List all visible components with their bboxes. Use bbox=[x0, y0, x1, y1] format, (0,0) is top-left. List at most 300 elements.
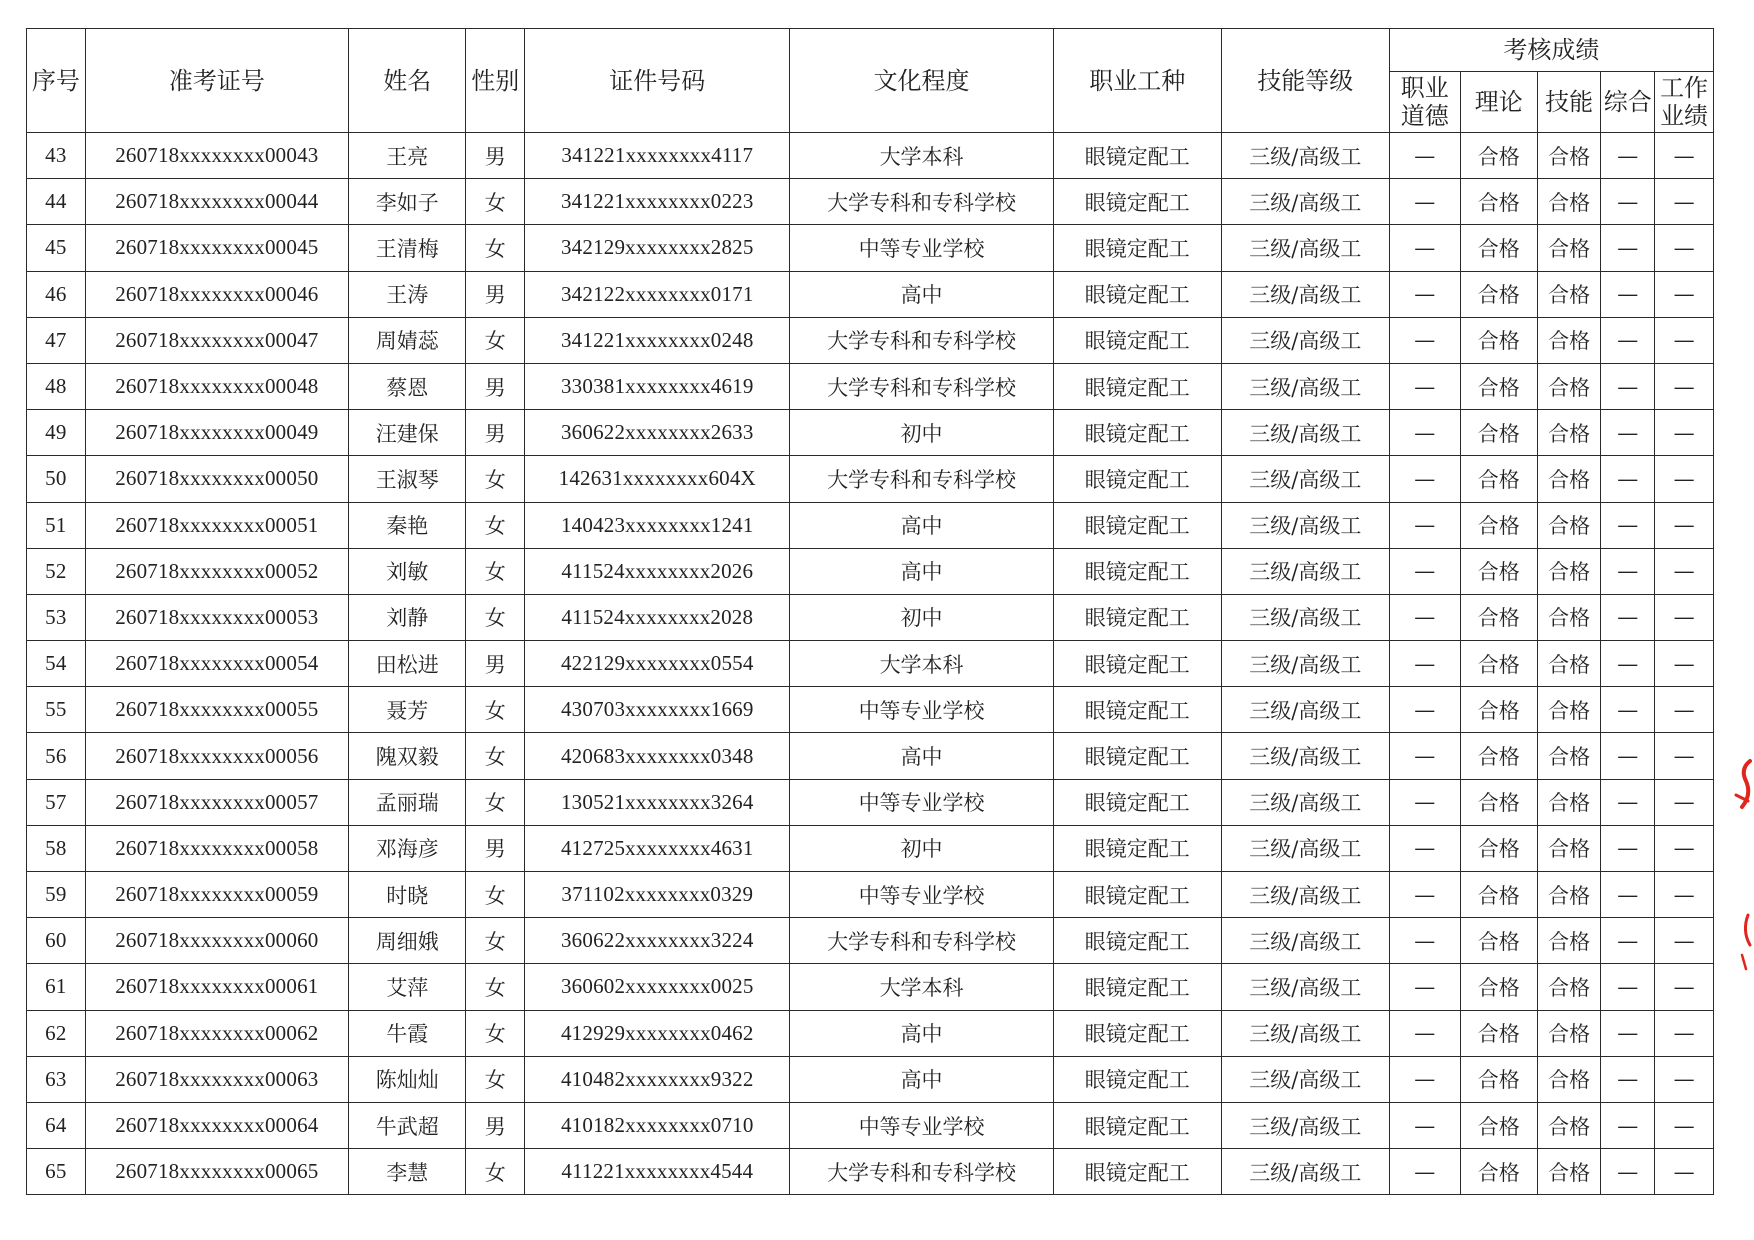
cell-ticket: 260718xxxxxxxx00053 bbox=[85, 594, 348, 640]
table-row bbox=[27, 1010, 1714, 1056]
cell-theory: 合格 bbox=[1460, 594, 1537, 640]
cell-occupation: 眼镜定配工 bbox=[1053, 687, 1221, 733]
cell-seq: 43 bbox=[27, 133, 86, 179]
cell-theory: 合格 bbox=[1460, 271, 1537, 317]
cell-occupation: 眼镜定配工 bbox=[1053, 872, 1221, 918]
cell-ethics: — bbox=[1389, 225, 1460, 271]
cell-ticket: 260718xxxxxxxx00044 bbox=[85, 179, 348, 225]
cell-gender: 男 bbox=[466, 641, 525, 687]
cell-ticket: 260718xxxxxxxx00058 bbox=[85, 825, 348, 871]
cell-seq: 55 bbox=[27, 687, 86, 733]
red-seal-fragment-icon bbox=[1728, 755, 1754, 985]
cell-seq: 54 bbox=[27, 641, 86, 687]
table-row bbox=[27, 872, 1714, 918]
cell-performance: — bbox=[1655, 1056, 1714, 1102]
cell-skill: 合格 bbox=[1537, 133, 1601, 179]
cell-theory: 合格 bbox=[1460, 179, 1537, 225]
table-row bbox=[27, 687, 1714, 733]
cell-gender: 女 bbox=[466, 225, 525, 271]
table-row bbox=[27, 825, 1714, 871]
cell-id-number: 341221xxxxxxxx0223 bbox=[525, 179, 790, 225]
cell-education: 初中 bbox=[790, 825, 1053, 871]
cell-skill-level: 三级/高级工 bbox=[1221, 825, 1389, 871]
cell-skill: 合格 bbox=[1537, 271, 1601, 317]
cell-ethics: — bbox=[1389, 317, 1460, 363]
cell-comprehensive: — bbox=[1601, 179, 1655, 225]
cell-gender: 女 bbox=[466, 733, 525, 779]
results-table bbox=[26, 28, 1714, 1195]
cell-ticket: 260718xxxxxxxx00056 bbox=[85, 733, 348, 779]
cell-comprehensive: — bbox=[1601, 1010, 1655, 1056]
cell-theory: 合格 bbox=[1460, 456, 1537, 502]
cell-skill-level: 三级/高级工 bbox=[1221, 225, 1389, 271]
cell-ethics: — bbox=[1389, 456, 1460, 502]
cell-occupation: 眼镜定配工 bbox=[1053, 1056, 1221, 1102]
cell-ethics: — bbox=[1389, 825, 1460, 871]
cell-id-number: 341221xxxxxxxx0248 bbox=[525, 317, 790, 363]
cell-ethics: — bbox=[1389, 363, 1460, 409]
cell-name: 王涛 bbox=[348, 271, 465, 317]
cell-skill: 合格 bbox=[1537, 964, 1601, 1010]
cell-skill-level: 三级/高级工 bbox=[1221, 410, 1389, 456]
cell-performance: — bbox=[1655, 179, 1714, 225]
cell-skill-level: 三级/高级工 bbox=[1221, 641, 1389, 687]
header-seq: 序号 bbox=[27, 29, 86, 133]
cell-occupation: 眼镜定配工 bbox=[1053, 179, 1221, 225]
cell-gender: 女 bbox=[466, 594, 525, 640]
cell-name: 刘静 bbox=[348, 594, 465, 640]
cell-performance: — bbox=[1655, 410, 1714, 456]
cell-skill: 合格 bbox=[1537, 456, 1601, 502]
cell-comprehensive: — bbox=[1601, 502, 1655, 548]
cell-education: 大学本科 bbox=[790, 133, 1053, 179]
header-name: 姓名 bbox=[348, 29, 465, 133]
cell-ethics: — bbox=[1389, 179, 1460, 225]
cell-name: 刘敏 bbox=[348, 548, 465, 594]
cell-skill: 合格 bbox=[1537, 872, 1601, 918]
cell-theory: 合格 bbox=[1460, 641, 1537, 687]
cell-performance: — bbox=[1655, 825, 1714, 871]
cell-skill: 合格 bbox=[1537, 1102, 1601, 1148]
cell-id-number: 360622xxxxxxxx2633 bbox=[525, 410, 790, 456]
cell-performance: — bbox=[1655, 548, 1714, 594]
cell-education: 大学本科 bbox=[790, 964, 1053, 1010]
cell-skill-level: 三级/高级工 bbox=[1221, 779, 1389, 825]
cell-gender: 男 bbox=[466, 271, 525, 317]
cell-ticket: 260718xxxxxxxx00051 bbox=[85, 502, 348, 548]
cell-ethics: — bbox=[1389, 779, 1460, 825]
cell-education: 初中 bbox=[790, 410, 1053, 456]
header-skill: 技能 bbox=[1537, 72, 1601, 133]
cell-occupation: 眼镜定配工 bbox=[1053, 225, 1221, 271]
header-performance: 工作业绩 bbox=[1655, 72, 1714, 133]
cell-id-number: 410182xxxxxxxx0710 bbox=[525, 1102, 790, 1148]
cell-theory: 合格 bbox=[1460, 225, 1537, 271]
table-row bbox=[27, 779, 1714, 825]
cell-skill: 合格 bbox=[1537, 548, 1601, 594]
cell-education: 大学专科和专科学校 bbox=[790, 179, 1053, 225]
cell-occupation: 眼镜定配工 bbox=[1053, 964, 1221, 1010]
cell-education: 中等专业学校 bbox=[790, 225, 1053, 271]
cell-seq: 61 bbox=[27, 964, 86, 1010]
cell-name: 牛霞 bbox=[348, 1010, 465, 1056]
cell-seq: 47 bbox=[27, 317, 86, 363]
cell-theory: 合格 bbox=[1460, 1010, 1537, 1056]
cell-gender: 女 bbox=[466, 1149, 525, 1195]
cell-occupation: 眼镜定配工 bbox=[1053, 456, 1221, 502]
cell-skill-level: 三级/高级工 bbox=[1221, 271, 1389, 317]
cell-skill-level: 三级/高级工 bbox=[1221, 1102, 1389, 1148]
cell-ticket: 260718xxxxxxxx00043 bbox=[85, 133, 348, 179]
cell-ethics: — bbox=[1389, 502, 1460, 548]
cell-ethics: — bbox=[1389, 594, 1460, 640]
cell-id-number: 142631xxxxxxxx604X bbox=[525, 456, 790, 502]
cell-skill-level: 三级/高级工 bbox=[1221, 594, 1389, 640]
cell-ticket: 260718xxxxxxxx00061 bbox=[85, 964, 348, 1010]
cell-occupation: 眼镜定配工 bbox=[1053, 1102, 1221, 1148]
cell-education: 高中 bbox=[790, 733, 1053, 779]
cell-gender: 女 bbox=[466, 317, 525, 363]
cell-seq: 46 bbox=[27, 271, 86, 317]
cell-seq: 53 bbox=[27, 594, 86, 640]
cell-education: 大学专科和专科学校 bbox=[790, 456, 1053, 502]
cell-theory: 合格 bbox=[1460, 918, 1537, 964]
cell-skill: 合格 bbox=[1537, 1149, 1601, 1195]
cell-name: 王清梅 bbox=[348, 225, 465, 271]
cell-gender: 女 bbox=[466, 918, 525, 964]
cell-gender: 男 bbox=[466, 133, 525, 179]
cell-skill-level: 三级/高级工 bbox=[1221, 1056, 1389, 1102]
cell-education: 大学专科和专科学校 bbox=[790, 363, 1053, 409]
cell-gender: 女 bbox=[466, 964, 525, 1010]
cell-ethics: — bbox=[1389, 1010, 1460, 1056]
cell-performance: — bbox=[1655, 872, 1714, 918]
cell-occupation: 眼镜定配工 bbox=[1053, 1149, 1221, 1195]
cell-gender: 女 bbox=[466, 179, 525, 225]
table-header bbox=[27, 29, 1714, 133]
cell-education: 中等专业学校 bbox=[790, 1102, 1053, 1148]
table-row bbox=[27, 1056, 1714, 1102]
cell-skill-level: 三级/高级工 bbox=[1221, 964, 1389, 1010]
table-row bbox=[27, 641, 1714, 687]
cell-skill-level: 三级/高级工 bbox=[1221, 548, 1389, 594]
cell-occupation: 眼镜定配工 bbox=[1053, 1010, 1221, 1056]
cell-comprehensive: — bbox=[1601, 271, 1655, 317]
cell-seq: 62 bbox=[27, 1010, 86, 1056]
cell-seq: 48 bbox=[27, 363, 86, 409]
cell-occupation: 眼镜定配工 bbox=[1053, 502, 1221, 548]
header-skill-level: 技能等级 bbox=[1221, 29, 1389, 133]
cell-comprehensive: — bbox=[1601, 1056, 1655, 1102]
cell-skill-level: 三级/高级工 bbox=[1221, 918, 1389, 964]
cell-name: 王淑琴 bbox=[348, 456, 465, 502]
cell-performance: — bbox=[1655, 641, 1714, 687]
cell-seq: 63 bbox=[27, 1056, 86, 1102]
cell-theory: 合格 bbox=[1460, 779, 1537, 825]
cell-ethics: — bbox=[1389, 733, 1460, 779]
cell-skill-level: 三级/高级工 bbox=[1221, 502, 1389, 548]
cell-ticket: 260718xxxxxxxx00055 bbox=[85, 687, 348, 733]
cell-name: 汪建保 bbox=[348, 410, 465, 456]
cell-id-number: 422129xxxxxxxx0554 bbox=[525, 641, 790, 687]
cell-ethics: — bbox=[1389, 687, 1460, 733]
cell-skill: 合格 bbox=[1537, 1010, 1601, 1056]
table-row bbox=[27, 456, 1714, 502]
table-row bbox=[27, 964, 1714, 1010]
cell-education: 初中 bbox=[790, 594, 1053, 640]
table-row bbox=[27, 594, 1714, 640]
table-row bbox=[27, 548, 1714, 594]
cell-seq: 60 bbox=[27, 918, 86, 964]
cell-ticket: 260718xxxxxxxx00052 bbox=[85, 548, 348, 594]
cell-ethics: — bbox=[1389, 1056, 1460, 1102]
cell-education: 中等专业学校 bbox=[790, 779, 1053, 825]
cell-id-number: 341221xxxxxxxx4117 bbox=[525, 133, 790, 179]
cell-occupation: 眼镜定配工 bbox=[1053, 410, 1221, 456]
table-row bbox=[27, 1102, 1714, 1148]
cell-ethics: — bbox=[1389, 1149, 1460, 1195]
cell-education: 中等专业学校 bbox=[790, 687, 1053, 733]
cell-ethics: — bbox=[1389, 964, 1460, 1010]
cell-comprehensive: — bbox=[1601, 548, 1655, 594]
cell-seq: 51 bbox=[27, 502, 86, 548]
cell-seq: 58 bbox=[27, 825, 86, 871]
cell-id-number: 411524xxxxxxxx2028 bbox=[525, 594, 790, 640]
table-row bbox=[27, 133, 1714, 179]
cell-theory: 合格 bbox=[1460, 733, 1537, 779]
cell-skill: 合格 bbox=[1537, 733, 1601, 779]
cell-id-number: 410482xxxxxxxx9322 bbox=[525, 1056, 790, 1102]
table-row bbox=[27, 733, 1714, 779]
table-row bbox=[27, 225, 1714, 271]
cell-gender: 女 bbox=[466, 548, 525, 594]
cell-ticket: 260718xxxxxxxx00047 bbox=[85, 317, 348, 363]
cell-performance: — bbox=[1655, 779, 1714, 825]
cell-gender: 女 bbox=[466, 1010, 525, 1056]
cell-comprehensive: — bbox=[1601, 641, 1655, 687]
cell-ethics: — bbox=[1389, 1102, 1460, 1148]
cell-performance: — bbox=[1655, 733, 1714, 779]
cell-name: 李慧 bbox=[348, 1149, 465, 1195]
cell-skill: 合格 bbox=[1537, 410, 1601, 456]
cell-id-number: 130521xxxxxxxx3264 bbox=[525, 779, 790, 825]
cell-occupation: 眼镜定配工 bbox=[1053, 133, 1221, 179]
cell-ethics: — bbox=[1389, 641, 1460, 687]
cell-education: 高中 bbox=[790, 271, 1053, 317]
cell-skill-level: 三级/高级工 bbox=[1221, 133, 1389, 179]
cell-occupation: 眼镜定配工 bbox=[1053, 271, 1221, 317]
cell-comprehensive: — bbox=[1601, 687, 1655, 733]
cell-education: 大学专科和专科学校 bbox=[790, 317, 1053, 363]
table-row bbox=[27, 918, 1714, 964]
header-assessment: 考核成绩 bbox=[1389, 29, 1713, 72]
cell-education: 高中 bbox=[790, 1056, 1053, 1102]
cell-skill: 合格 bbox=[1537, 363, 1601, 409]
cell-skill-level: 三级/高级工 bbox=[1221, 1010, 1389, 1056]
cell-skill: 合格 bbox=[1537, 225, 1601, 271]
cell-performance: — bbox=[1655, 225, 1714, 271]
cell-comprehensive: — bbox=[1601, 410, 1655, 456]
cell-seq: 44 bbox=[27, 179, 86, 225]
table-body bbox=[27, 133, 1714, 1195]
cell-skill-level: 三级/高级工 bbox=[1221, 456, 1389, 502]
cell-occupation: 眼镜定配工 bbox=[1053, 317, 1221, 363]
cell-performance: — bbox=[1655, 918, 1714, 964]
cell-performance: — bbox=[1655, 133, 1714, 179]
cell-gender: 女 bbox=[466, 872, 525, 918]
cell-ethics: — bbox=[1389, 133, 1460, 179]
cell-ticket: 260718xxxxxxxx00048 bbox=[85, 363, 348, 409]
cell-performance: — bbox=[1655, 271, 1714, 317]
cell-skill: 合格 bbox=[1537, 687, 1601, 733]
table-row bbox=[27, 410, 1714, 456]
cell-comprehensive: — bbox=[1601, 363, 1655, 409]
cell-seq: 49 bbox=[27, 410, 86, 456]
cell-occupation: 眼镜定配工 bbox=[1053, 548, 1221, 594]
cell-name: 隗双毅 bbox=[348, 733, 465, 779]
cell-theory: 合格 bbox=[1460, 1149, 1537, 1195]
cell-seq: 64 bbox=[27, 1102, 86, 1148]
cell-ticket: 260718xxxxxxxx00050 bbox=[85, 456, 348, 502]
cell-gender: 男 bbox=[466, 363, 525, 409]
cell-theory: 合格 bbox=[1460, 1056, 1537, 1102]
cell-id-number: 342122xxxxxxxx0171 bbox=[525, 271, 790, 317]
table-row bbox=[27, 1149, 1714, 1195]
cell-comprehensive: — bbox=[1601, 456, 1655, 502]
cell-name: 秦艳 bbox=[348, 502, 465, 548]
cell-id-number: 411221xxxxxxxx4544 bbox=[525, 1149, 790, 1195]
cell-theory: 合格 bbox=[1460, 317, 1537, 363]
cell-seq: 50 bbox=[27, 456, 86, 502]
cell-skill: 合格 bbox=[1537, 779, 1601, 825]
cell-name: 李如子 bbox=[348, 179, 465, 225]
cell-id-number: 412725xxxxxxxx4631 bbox=[525, 825, 790, 871]
cell-ticket: 260718xxxxxxxx00065 bbox=[85, 1149, 348, 1195]
cell-education: 大学专科和专科学校 bbox=[790, 1149, 1053, 1195]
cell-name: 周婧蕊 bbox=[348, 317, 465, 363]
cell-comprehensive: — bbox=[1601, 779, 1655, 825]
table-row bbox=[27, 502, 1714, 548]
cell-comprehensive: — bbox=[1601, 1102, 1655, 1148]
cell-skill-level: 三级/高级工 bbox=[1221, 1149, 1389, 1195]
cell-performance: — bbox=[1655, 1102, 1714, 1148]
cell-seq: 57 bbox=[27, 779, 86, 825]
header-theory: 理论 bbox=[1460, 72, 1537, 133]
cell-theory: 合格 bbox=[1460, 872, 1537, 918]
cell-skill: 合格 bbox=[1537, 825, 1601, 871]
cell-skill: 合格 bbox=[1537, 317, 1601, 363]
cell-performance: — bbox=[1655, 363, 1714, 409]
cell-name: 艾萍 bbox=[348, 964, 465, 1010]
cell-name: 王亮 bbox=[348, 133, 465, 179]
cell-skill: 合格 bbox=[1537, 179, 1601, 225]
cell-ethics: — bbox=[1389, 918, 1460, 964]
cell-name: 聂芳 bbox=[348, 687, 465, 733]
cell-ticket: 260718xxxxxxxx00063 bbox=[85, 1056, 348, 1102]
cell-education: 大学本科 bbox=[790, 641, 1053, 687]
cell-ethics: — bbox=[1389, 410, 1460, 456]
cell-comprehensive: — bbox=[1601, 1149, 1655, 1195]
cell-occupation: 眼镜定配工 bbox=[1053, 363, 1221, 409]
cell-theory: 合格 bbox=[1460, 133, 1537, 179]
cell-theory: 合格 bbox=[1460, 687, 1537, 733]
cell-education: 高中 bbox=[790, 548, 1053, 594]
cell-name: 牛武超 bbox=[348, 1102, 465, 1148]
cell-name: 孟丽瑞 bbox=[348, 779, 465, 825]
cell-ticket: 260718xxxxxxxx00060 bbox=[85, 918, 348, 964]
cell-id-number: 412929xxxxxxxx0462 bbox=[525, 1010, 790, 1056]
cell-occupation: 眼镜定配工 bbox=[1053, 779, 1221, 825]
cell-comprehensive: — bbox=[1601, 133, 1655, 179]
cell-name: 周细娥 bbox=[348, 918, 465, 964]
cell-id-number: 140423xxxxxxxx1241 bbox=[525, 502, 790, 548]
cell-education: 高中 bbox=[790, 1010, 1053, 1056]
table-row bbox=[27, 363, 1714, 409]
cell-skill-level: 三级/高级工 bbox=[1221, 687, 1389, 733]
table-row bbox=[27, 271, 1714, 317]
cell-gender: 女 bbox=[466, 502, 525, 548]
cell-theory: 合格 bbox=[1460, 363, 1537, 409]
cell-gender: 女 bbox=[466, 456, 525, 502]
cell-skill: 合格 bbox=[1537, 502, 1601, 548]
cell-performance: — bbox=[1655, 964, 1714, 1010]
cell-performance: — bbox=[1655, 594, 1714, 640]
cell-ticket: 260718xxxxxxxx00059 bbox=[85, 872, 348, 918]
cell-theory: 合格 bbox=[1460, 964, 1537, 1010]
cell-skill-level: 三级/高级工 bbox=[1221, 317, 1389, 363]
cell-gender: 男 bbox=[466, 1102, 525, 1148]
cell-performance: — bbox=[1655, 456, 1714, 502]
cell-education: 大学专科和专科学校 bbox=[790, 918, 1053, 964]
cell-ethics: — bbox=[1389, 872, 1460, 918]
cell-ticket: 260718xxxxxxxx00064 bbox=[85, 1102, 348, 1148]
cell-seq: 45 bbox=[27, 225, 86, 271]
cell-performance: — bbox=[1655, 1010, 1714, 1056]
cell-skill: 合格 bbox=[1537, 918, 1601, 964]
cell-skill: 合格 bbox=[1537, 641, 1601, 687]
cell-performance: — bbox=[1655, 502, 1714, 548]
cell-comprehensive: — bbox=[1601, 825, 1655, 871]
cell-id-number: 411524xxxxxxxx2026 bbox=[525, 548, 790, 594]
cell-comprehensive: — bbox=[1601, 225, 1655, 271]
cell-name: 时晓 bbox=[348, 872, 465, 918]
cell-id-number: 371102xxxxxxxx0329 bbox=[525, 872, 790, 918]
cell-ticket: 260718xxxxxxxx00049 bbox=[85, 410, 348, 456]
table-row bbox=[27, 179, 1714, 225]
cell-comprehensive: — bbox=[1601, 918, 1655, 964]
cell-education: 中等专业学校 bbox=[790, 872, 1053, 918]
cell-name: 蔡恩 bbox=[348, 363, 465, 409]
cell-performance: — bbox=[1655, 317, 1714, 363]
cell-comprehensive: — bbox=[1601, 872, 1655, 918]
cell-ticket: 260718xxxxxxxx00054 bbox=[85, 641, 348, 687]
cell-occupation: 眼镜定配工 bbox=[1053, 825, 1221, 871]
cell-comprehensive: — bbox=[1601, 964, 1655, 1010]
table-row bbox=[27, 317, 1714, 363]
cell-comprehensive: — bbox=[1601, 733, 1655, 779]
cell-theory: 合格 bbox=[1460, 410, 1537, 456]
cell-theory: 合格 bbox=[1460, 502, 1537, 548]
cell-skill: 合格 bbox=[1537, 1056, 1601, 1102]
cell-seq: 59 bbox=[27, 872, 86, 918]
cell-seq: 65 bbox=[27, 1149, 86, 1195]
cell-skill-level: 三级/高级工 bbox=[1221, 733, 1389, 779]
cell-id-number: 360622xxxxxxxx3224 bbox=[525, 918, 790, 964]
cell-id-number: 430703xxxxxxxx1669 bbox=[525, 687, 790, 733]
cell-skill-level: 三级/高级工 bbox=[1221, 872, 1389, 918]
cell-gender: 女 bbox=[466, 687, 525, 733]
cell-performance: — bbox=[1655, 687, 1714, 733]
